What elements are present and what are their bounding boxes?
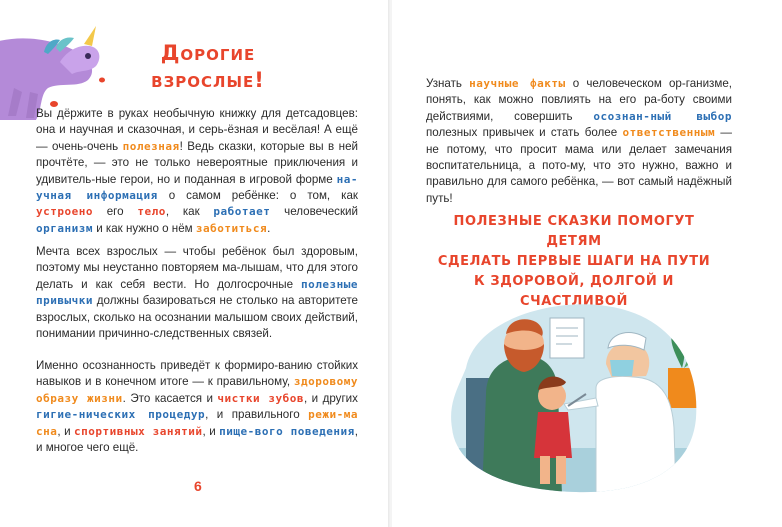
text-run: ! Ведь сказки, которые вы в ней прочтёте, — это не только невероятные приключения и удивитель-ные герои, но и поданная в игровой форме bbox=[36, 139, 358, 186]
text-run: его bbox=[92, 205, 138, 219]
text-run: Именно осознанность приведёт к формиро-ванию стойких навыков и в конечном итоге — к правильному, bbox=[36, 359, 358, 389]
highlighted-term: здоровому образу жизни bbox=[36, 375, 358, 405]
text-run: о человеческом ор-ганизме, понять, как можно повлиять на его ра-боту своими действиями, совершить bbox=[426, 77, 732, 123]
highlighted-term: тело bbox=[137, 205, 166, 219]
text-run: , и bbox=[202, 424, 220, 438]
highlighted-term: работает bbox=[213, 205, 271, 219]
left-page bbox=[0, 0, 390, 527]
highlighted-term: заботиться bbox=[195, 221, 268, 235]
text-run: — не потому, что просит мама или делает замечания воспитательница, а пото-му, что это нужно, важно и правильно для самого ребёнка, — вот самый надёжный путь! bbox=[426, 126, 732, 205]
title-line-2: взрослые! bbox=[151, 68, 265, 92]
text-run: о самом ребёнке: о том, как bbox=[157, 189, 358, 203]
highlighted-term: режи-ма сна bbox=[36, 408, 358, 438]
right-paragraph bbox=[426, 76, 732, 207]
text-run: , и bbox=[57, 424, 75, 438]
highlighted-term: спортивных занятий bbox=[74, 424, 203, 438]
text-run: полезных привычек и стать более bbox=[426, 126, 623, 140]
text-run: , как bbox=[165, 205, 214, 219]
highlighted-term: ответственным bbox=[622, 126, 716, 140]
paragraph-2 bbox=[36, 244, 358, 342]
highlighted-term: организм bbox=[36, 221, 93, 235]
doctor-visit-illustration bbox=[446, 298, 700, 494]
highlighted-term: пище-вого поведения bbox=[219, 424, 355, 438]
callout-line-3: К ЗДОРОВОЙ, ДОЛГОЙ И СЧАСТЛИВОЙ bbox=[474, 274, 674, 309]
callout-line-1: ПОЛЕЗНЫЕ СКАЗКИ ПОМОГУТ ДЕТЯМ bbox=[453, 214, 695, 249]
text-run: Узнать bbox=[426, 77, 470, 90]
highlighted-term: на-учная информация bbox=[36, 172, 358, 203]
page-number: 6 bbox=[194, 478, 202, 494]
text-run: Мечта всех взрослых — чтобы ребёнок был здоровым, поэтому мы неустанно повторяем ма-лышам, что для этого делать и как себя вести. Но долгосрочные bbox=[36, 245, 358, 291]
text-run: . bbox=[267, 221, 271, 235]
title-line-1: Дорогие bbox=[160, 41, 256, 65]
paragraph-1 bbox=[36, 106, 358, 237]
highlighted-term: полезная bbox=[122, 139, 180, 153]
callout-line-2: СДЕЛАТЬ ПЕРВЫЕ ШАГИ НА ПУТИ bbox=[437, 254, 711, 269]
text-run: и как нужно о нём bbox=[92, 221, 196, 235]
text-run: , и правильного bbox=[205, 408, 309, 422]
text-run: , и многое чего ещё. bbox=[36, 424, 358, 455]
text-run: человеческий bbox=[270, 205, 358, 219]
text-run: , и других bbox=[304, 391, 358, 405]
paragraph-3 bbox=[36, 358, 358, 456]
highlighted-term: научные факты bbox=[469, 77, 566, 90]
text-run: должны базироваться не столько на авторитете взрослых, сколько на осознании малышом своих действий, понимании причинно-следственных связей. bbox=[36, 294, 358, 341]
highlighted-term: гигие-нических процедур bbox=[36, 408, 206, 422]
text-run: Вы дёржите в руках необычную книжку для детсадовцев: она и научная и сказочная, и серь-ёзная и весёлая! А ещё — очень-очень bbox=[36, 107, 358, 153]
page-title bbox=[128, 40, 288, 94]
highlighted-term: устроено bbox=[36, 205, 93, 219]
highlighted-term: полезные привычки bbox=[36, 277, 358, 308]
text-run: . Это касается и bbox=[122, 391, 218, 405]
highlighted-term: осознан-ный выбор bbox=[593, 109, 732, 123]
highlighted-term: чистки зубов bbox=[217, 391, 305, 405]
